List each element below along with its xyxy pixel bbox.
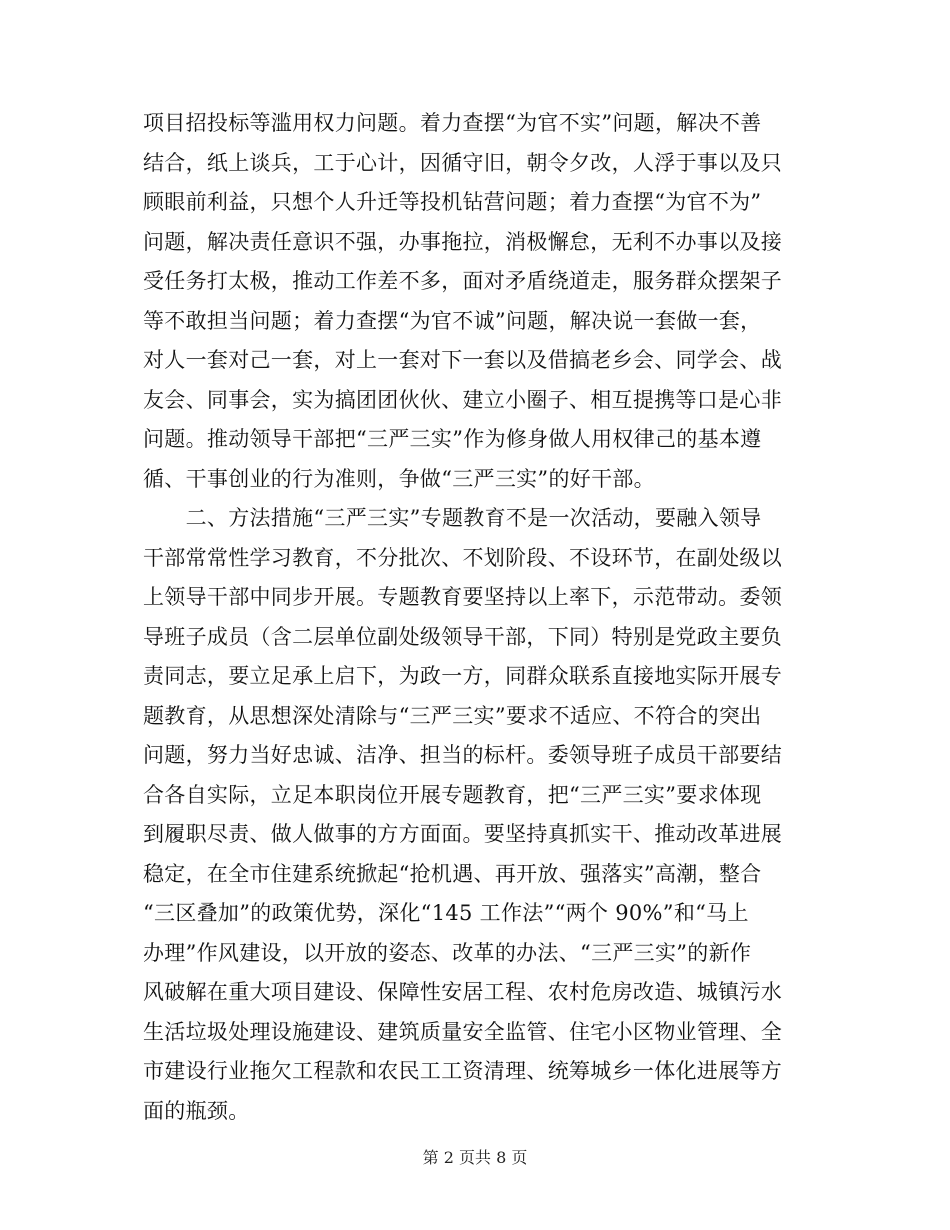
text-line: 面的瓶颈。 — [143, 1098, 250, 1123]
text-line: 友会、同事会，实为搞团团伙伙、建立小圈子、相互提携等口是心非 — [143, 387, 782, 412]
text-line: 生活垃圾处理设施建设、建筑质量安全监管、住宅小区物业管理、全 — [143, 1019, 782, 1044]
page-number-footer: 第 2 页共 8 页 — [422, 1148, 528, 1167]
text-line: 二、方法措施“三严三实”专题教育不是一次活动，要融入领导 — [143, 506, 762, 530]
text-line: 到履职尽责、做人做事的方方面面。要坚持真抓实干、推动改革进展 — [143, 822, 782, 846]
text-line: 问题。推动领导干部把“三严三实”作为修身做人用权律己的基本遵 — [143, 427, 762, 451]
text-line: 受任务打太极，推动工作差不多，面对矛盾绕道走，服务群众摆架子 — [143, 269, 782, 293]
text-line: 办理”作风建设，以开放的姿态、改革的办法、“三严三实”的新作 — [143, 940, 752, 965]
text-line: 合各自实际，立足本职岗位开展专题教育，把“三严三实”要求体现 — [143, 782, 762, 807]
text-line: 稳定，在全市住建系统掀起“抢机遇、再开放、强落实”高潮，整合 — [143, 861, 762, 886]
text-line: “三区叠加”的政策优势，深化“145 工作法”“两个 90%”和“马上 — [143, 901, 749, 925]
text-line: 责同志，要立足承上启下，为政一方，同群众联系直接地实际开展专 — [143, 664, 782, 688]
text-line: 项目招投标等滥用权力问题。着力查摆“为官不实”问题，解决不善 — [143, 111, 762, 135]
text-line: 顾眼前利益，只想个人升迁等投机钻营问题；着力查摆“为官不为” — [143, 190, 762, 214]
text-line: 风破解在重大项目建设、保障性安居工程、农村危房改造、城镇污水 — [143, 980, 782, 1004]
text-line: 题教育，从思想深处清除与“三严三实”要求不适应、不符合的突出 — [143, 703, 762, 728]
text-line: 问题，解决责任意识不强，办事拖拉，消极懈怠，无利不办事以及接 — [143, 229, 782, 254]
text-line: 导班子成员（含二层单位副处级领导干部，下同）特别是党政主要负 — [143, 624, 782, 649]
text-line: 上领导干部中同步开展。专题教育要坚持以上率下，示范带动。委领 — [143, 585, 782, 609]
text-line: 干部常常性学习教育，不分批次、不划阶段、不设环节，在副处级以 — [143, 545, 782, 570]
text-line: 循、干事创业的行为准则，争做“三严三实”的好干部。 — [143, 466, 655, 491]
text-line: 市建设行业拖欠工程款和农民工工资清理、统筹城乡一体化进展等方 — [143, 1059, 782, 1083]
text-line: 问题，努力当好忠诚、洁净、担当的标杆。委领导班子成员干部要结 — [143, 743, 782, 767]
text-line: 对人一套对己一套，对上一套对下一套以及借搞老乡会、同学会、战 — [143, 348, 782, 372]
body-text — [143, 104, 823, 1131]
text-line: 结合，纸上谈兵，工于心计，因循守旧，朝令夕改，人浮于事以及只 — [143, 150, 782, 175]
text-line: 等不敢担当问题；着力查摆“为官不诚”问题，解决说一套做一套， — [143, 308, 762, 333]
